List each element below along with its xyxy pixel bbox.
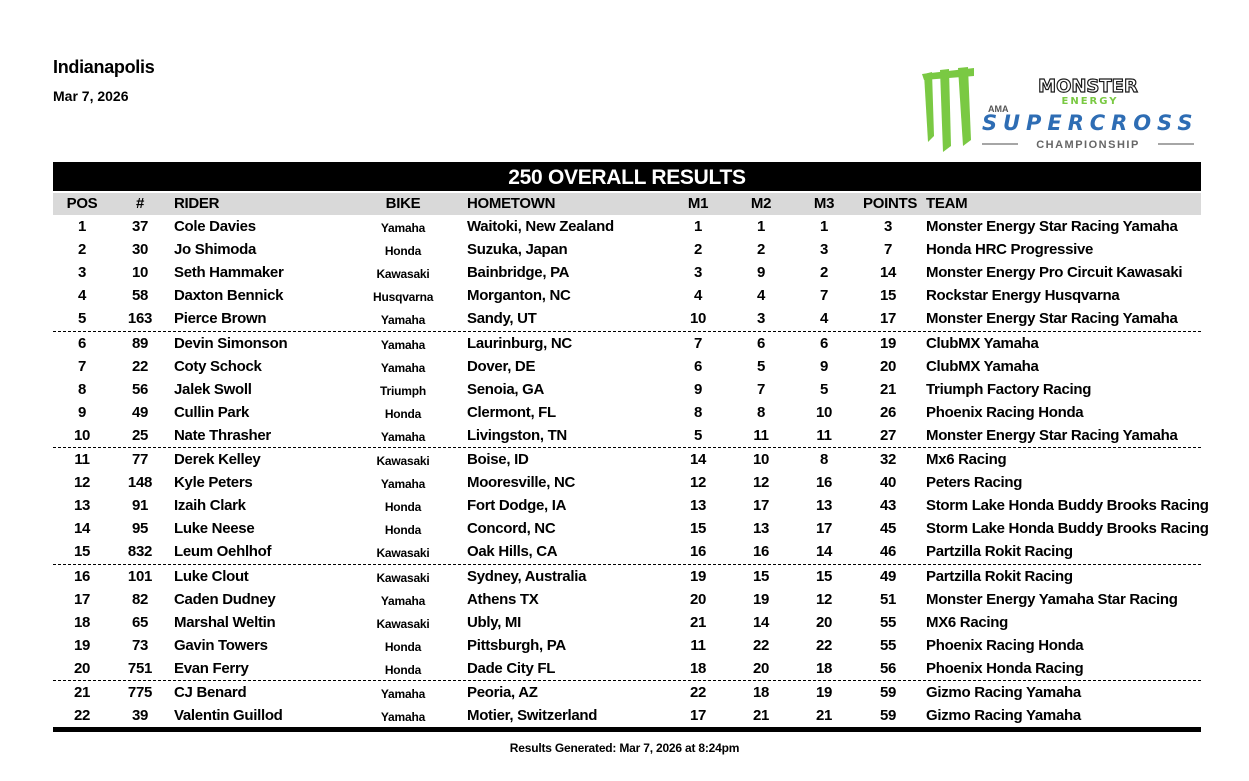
hometown: Concord, NC [467, 520, 556, 537]
moto-1-result: 6 [693, 357, 703, 375]
header-m1: M1 [687, 195, 709, 212]
team-name: Gizmo Racing Yamaha [926, 684, 1081, 701]
rider-name: Caden Dudney [174, 590, 276, 608]
moto-3-result: 17 [815, 520, 833, 537]
result-pos: 18 [73, 613, 91, 631]
moto-2-result: 22 [752, 636, 770, 654]
result-pos: 1 [77, 218, 87, 235]
team-name: Phoenix Racing Honda [926, 636, 1084, 654]
hometown: Dade City FL [467, 659, 556, 677]
bike-make: Kawasaki [376, 616, 430, 631]
table-row [53, 540, 1201, 565]
bike-make: Yamaha [380, 477, 426, 491]
moto-2-result: 12 [752, 474, 770, 491]
moto-1-result: 11 [690, 636, 706, 654]
table-row [53, 611, 1201, 634]
moto-1-result: 14 [689, 451, 707, 468]
team-name: MX6 Racing [926, 613, 1009, 631]
bike-make: Honda [384, 662, 422, 677]
logo-championship-text: CHAMPIONSHIP [1036, 139, 1140, 151]
team-name: Phoenix Racing Honda [926, 403, 1084, 421]
moto-1-result: 18 [689, 659, 707, 677]
rider-number: 37 [131, 218, 149, 235]
result-pos: 6 [77, 334, 87, 352]
hometown: Clermont, FL [467, 403, 556, 421]
result-pos: 15 [73, 543, 91, 560]
hometown: Sandy, UT [467, 310, 537, 327]
team-name: ClubMX Yamaha [926, 334, 1039, 352]
team-name: Triumph Factory Racing [926, 380, 1092, 398]
points-total: 59 [879, 707, 897, 724]
team-name: Storm Lake Honda Buddy Brooks Racing [926, 520, 1209, 537]
rider-name: Cullin Park [174, 403, 250, 421]
hometown: Peoria, AZ [467, 684, 538, 701]
team-name: Partzilla Rokit Racing [926, 543, 1073, 560]
bike-make: Honda [384, 639, 422, 654]
rider-number: 30 [131, 241, 149, 258]
result-pos: 2 [77, 241, 87, 258]
rider-number: 10 [131, 264, 149, 281]
moto-1-result: 17 [689, 707, 707, 724]
bike-make: Honda [384, 500, 422, 514]
moto-3-result: 4 [819, 310, 829, 327]
moto-2-result: 5 [756, 357, 766, 375]
points-total: 55 [879, 613, 897, 631]
moto-3-result: 6 [819, 334, 829, 352]
rider-name: Coty Schock [174, 357, 262, 375]
table-row [53, 424, 1201, 449]
logo-energy-text: ENERGY [1061, 96, 1119, 107]
moto-1-result: 2 [693, 241, 703, 258]
table-row [53, 657, 1201, 682]
rider-name: Leum Oehlhof [174, 543, 272, 560]
result-pos: 22 [73, 707, 91, 724]
bike-make: Yamaha [380, 710, 426, 724]
logo-ama-text: AMA [988, 104, 1009, 114]
points-total: 19 [879, 334, 897, 352]
moto-3-result: 12 [815, 590, 833, 608]
hometown: Motier, Switzerland [467, 707, 598, 724]
moto-1-result: 7 [693, 334, 703, 352]
points-total: 26 [879, 403, 897, 421]
rider-number: 56 [131, 380, 149, 398]
table-row [53, 215, 1201, 238]
hometown: Fort Dodge, IA [467, 497, 567, 514]
points-total: 21 [879, 380, 897, 398]
hometown: Dover, DE [467, 357, 536, 375]
moto-3-result: 19 [815, 684, 833, 701]
moto-2-result: 13 [752, 520, 770, 537]
moto-2-result: 15 [752, 567, 770, 585]
hometown: Laurinburg, NC [467, 334, 572, 352]
result-pos: 9 [77, 403, 87, 421]
moto-2-result: 17 [752, 497, 770, 514]
logo-supercross-text: SUPERCROSS [982, 111, 1192, 135]
points-total: 20 [879, 357, 897, 375]
moto-2-result: 11 [753, 426, 769, 444]
moto-3-result: 8 [819, 451, 829, 468]
rider-number: 91 [131, 497, 149, 514]
rider-number: 163 [127, 310, 153, 327]
moto-3-result: 13 [815, 497, 833, 514]
hometown: Senoia, GA [467, 380, 545, 398]
rider-name: Cole Davies [174, 218, 256, 235]
moto-2-result: 1 [756, 218, 766, 235]
rider-number: 49 [131, 403, 149, 421]
table-row [53, 681, 1201, 704]
moto-1-result: 10 [689, 310, 707, 327]
team-name: Phoenix Honda Racing [926, 659, 1084, 677]
result-pos: 12 [73, 474, 91, 491]
moto-2-result: 6 [756, 334, 766, 352]
table-row [53, 565, 1201, 588]
rider-name: Pierce Brown [174, 310, 267, 327]
rider-name: Marshal Weltin [174, 613, 276, 631]
moto-2-result: 18 [752, 684, 770, 701]
hometown: Oak Hills, CA [467, 543, 558, 560]
moto-1-result: 19 [689, 567, 707, 585]
team-name: Mx6 Racing [926, 451, 1007, 468]
header-number: # [135, 195, 145, 212]
moto-2-result: 8 [756, 403, 766, 421]
logo-monster-text: MONSTER [1038, 76, 1138, 97]
moto-3-result: 14 [815, 543, 833, 560]
points-total: 7 [883, 241, 893, 258]
rider-number: 82 [131, 590, 149, 608]
table-row [53, 704, 1201, 727]
supercross-logo [918, 64, 1198, 156]
rider-number: 751 [127, 659, 153, 677]
moto-1-result: 4 [693, 287, 703, 304]
points-total: 49 [879, 567, 897, 585]
rider-number: 89 [131, 334, 149, 352]
rider-name: Jalek Swoll [174, 380, 252, 398]
bike-make: Yamaha [380, 593, 426, 608]
header-team: TEAM [926, 195, 968, 212]
moto-1-result: 21 [689, 613, 707, 631]
header-m3: M3 [813, 195, 835, 212]
team-name: Rockstar Energy Husqvarna [926, 287, 1120, 304]
moto-2-result: 14 [752, 613, 770, 631]
results-generated-footer: Results Generated: Mar 7, 2026 at 8:24pm [509, 741, 740, 755]
rider-name: CJ Benard [174, 684, 247, 701]
result-pos: 20 [73, 659, 91, 677]
moto-2-result: 9 [756, 264, 766, 281]
event-date: Mar 7, 2026 [53, 88, 129, 104]
team-name: Monster Energy Yamaha Star Racing [926, 590, 1178, 608]
rider-name: Luke Clout [174, 567, 249, 585]
table-header-row [53, 193, 1201, 215]
table-row [53, 238, 1201, 261]
result-pos: 10 [73, 426, 91, 444]
event-name: Indianapolis [53, 57, 155, 77]
rider-name: Valentin Guillod [174, 707, 283, 724]
table-row [53, 471, 1201, 494]
moto-2-result: 2 [756, 241, 766, 258]
header-bike: BIKE [385, 195, 421, 212]
header-hometown: HOMETOWN [467, 195, 556, 212]
rider-number: 775 [127, 684, 153, 701]
table-row [53, 378, 1201, 401]
result-pos: 21 [73, 684, 91, 701]
rider-name: Jo Shimoda [174, 241, 257, 258]
table-row [53, 332, 1201, 355]
points-total: 40 [879, 474, 897, 491]
moto-1-result: 12 [689, 474, 707, 491]
header-rider: RIDER [174, 195, 220, 212]
moto-3-result: 22 [815, 636, 833, 654]
table-row [53, 355, 1201, 378]
points-total: 3 [883, 218, 893, 235]
points-total: 43 [879, 497, 897, 514]
bike-make: Kawasaki [376, 570, 430, 585]
moto-1-result: 8 [693, 403, 703, 421]
result-pos: 17 [73, 590, 91, 608]
rider-name: Evan Ferry [174, 659, 249, 677]
moto-1-result: 3 [693, 264, 703, 281]
moto-3-result: 10 [815, 403, 833, 421]
result-pos: 8 [77, 380, 87, 398]
rider-number: 25 [131, 426, 149, 444]
points-total: 46 [879, 543, 897, 560]
table-title: 250 OVERALL RESULTS [53, 162, 1201, 191]
team-name: Honda HRC Progressive [926, 241, 1094, 258]
hometown: Athens TX [467, 590, 539, 608]
team-name: Storm Lake Honda Buddy Brooks Racing [926, 497, 1209, 514]
moto-1-result: 15 [689, 520, 707, 537]
table-bottom-rule [53, 727, 1201, 732]
result-pos: 7 [77, 357, 87, 375]
results-table-body [53, 215, 1209, 727]
points-total: 45 [879, 520, 897, 537]
points-total: 56 [879, 659, 897, 677]
points-total: 51 [879, 590, 897, 608]
monster-claw-icon [922, 67, 974, 152]
header-m2: M2 [750, 195, 772, 212]
moto-2-result: 3 [756, 310, 766, 327]
table-row [53, 284, 1201, 307]
points-total: 17 [879, 310, 897, 327]
result-pos: 4 [77, 287, 87, 304]
points-total: 14 [879, 264, 897, 281]
table-row [53, 401, 1201, 424]
bike-make: Yamaha [380, 221, 426, 235]
bike-make: Yamaha [380, 429, 426, 444]
bike-make: Husqvarna [373, 290, 434, 304]
hometown: Mooresville, NC [467, 474, 576, 491]
rider-number: 832 [127, 543, 153, 560]
table-row [53, 588, 1201, 611]
table-row [53, 307, 1201, 332]
rider-number: 39 [131, 707, 149, 724]
result-pos: 3 [77, 264, 87, 281]
hometown: Sydney, Australia [467, 567, 587, 585]
hometown: Bainbridge, PA [467, 264, 570, 281]
moto-2-result: 19 [752, 590, 770, 608]
table-row [53, 448, 1201, 471]
result-pos: 16 [73, 567, 91, 585]
moto-2-result: 4 [756, 287, 766, 304]
team-name: Monster Energy Star Racing Yamaha [926, 310, 1178, 327]
points-total: 15 [879, 287, 897, 304]
result-pos: 11 [74, 451, 90, 468]
rider-name: Derek Kelley [174, 451, 261, 468]
rider-name: Gavin Towers [174, 636, 268, 654]
hometown: Ubly, MI [467, 613, 521, 631]
rider-name: Izaih Clark [174, 497, 246, 514]
bike-make: Honda [384, 523, 422, 537]
moto-3-result: 9 [819, 357, 829, 375]
bike-make: Honda [384, 406, 422, 421]
result-pos: 14 [73, 520, 91, 537]
rider-name: Nate Thrasher [174, 426, 271, 444]
rider-number: 65 [131, 613, 149, 631]
moto-1-result: 1 [693, 218, 703, 235]
bike-make: Yamaha [380, 687, 426, 701]
team-name: Partzilla Rokit Racing [926, 567, 1073, 585]
result-pos: 13 [73, 497, 91, 514]
moto-2-result: 7 [756, 380, 766, 398]
bike-make: Yamaha [380, 313, 426, 327]
rider-name: Seth Hammaker [174, 264, 284, 281]
bike-make: Kawasaki [376, 267, 430, 281]
moto-1-result: 20 [689, 590, 707, 608]
moto-3-result: 5 [819, 380, 829, 398]
team-name: Monster Energy Star Racing Yamaha [926, 218, 1178, 235]
table-row [53, 634, 1201, 657]
rider-name: Luke Neese [174, 520, 255, 537]
rider-name: Devin Simonson [174, 334, 288, 352]
points-total: 27 [879, 426, 897, 444]
hometown: Morganton, NC [467, 287, 571, 304]
rider-number: 101 [127, 567, 153, 585]
moto-3-result: 1 [819, 218, 829, 235]
team-name: Monster Energy Pro Circuit Kawasaki [926, 264, 1183, 281]
hometown: Suzuka, Japan [467, 241, 568, 258]
rider-number: 73 [131, 636, 149, 654]
bike-make: Kawasaki [376, 454, 430, 468]
rider-number: 22 [131, 357, 149, 375]
bike-make: Honda [384, 244, 422, 258]
table-row [53, 261, 1201, 284]
rider-name: Daxton Bennick [174, 287, 284, 304]
team-name: Monster Energy Star Racing Yamaha [926, 426, 1178, 444]
moto-2-result: 20 [752, 659, 770, 677]
team-name: ClubMX Yamaha [926, 357, 1039, 375]
moto-1-result: 16 [689, 543, 707, 560]
hometown: Pittsburgh, PA [467, 636, 566, 654]
moto-3-result: 21 [815, 707, 833, 724]
points-total: 55 [879, 636, 897, 654]
team-name: Peters Racing [926, 474, 1023, 491]
moto-1-result: 22 [689, 684, 707, 701]
moto-3-result: 15 [815, 567, 833, 585]
moto-1-result: 5 [693, 426, 703, 444]
moto-3-result: 7 [819, 287, 829, 304]
team-name: Gizmo Racing Yamaha [926, 707, 1081, 724]
bike-make: Triumph [380, 383, 426, 398]
moto-3-result: 16 [815, 474, 833, 491]
rider-name: Kyle Peters [174, 474, 253, 491]
table-row [53, 494, 1209, 517]
moto-3-result: 18 [815, 659, 833, 677]
bike-make: Yamaha [380, 337, 426, 352]
rider-number: 58 [131, 287, 149, 304]
moto-2-result: 10 [752, 451, 770, 468]
moto-3-result: 2 [819, 264, 829, 281]
moto-1-result: 9 [693, 380, 703, 398]
rider-number: 95 [131, 520, 149, 537]
rider-number: 77 [131, 451, 149, 468]
header-points: POINTS [863, 195, 918, 212]
moto-1-result: 13 [689, 497, 707, 514]
moto-3-result: 3 [819, 241, 829, 258]
bike-make: Yamaha [380, 360, 426, 375]
hometown: Boise, ID [467, 451, 529, 468]
result-pos: 19 [73, 636, 91, 654]
bike-make: Kawasaki [376, 546, 430, 560]
points-total: 59 [879, 684, 897, 701]
hometown: Waitoki, New Zealand [467, 218, 614, 235]
rider-number: 148 [127, 474, 153, 491]
moto-2-result: 16 [752, 543, 770, 560]
moto-3-result: 20 [815, 613, 833, 631]
hometown: Livingston, TN [467, 426, 567, 444]
points-total: 32 [879, 451, 897, 468]
table-row [53, 517, 1209, 540]
result-pos: 5 [77, 310, 87, 327]
moto-3-result: 11 [816, 426, 832, 444]
header-pos: POS [66, 195, 98, 212]
moto-2-result: 21 [752, 707, 770, 724]
